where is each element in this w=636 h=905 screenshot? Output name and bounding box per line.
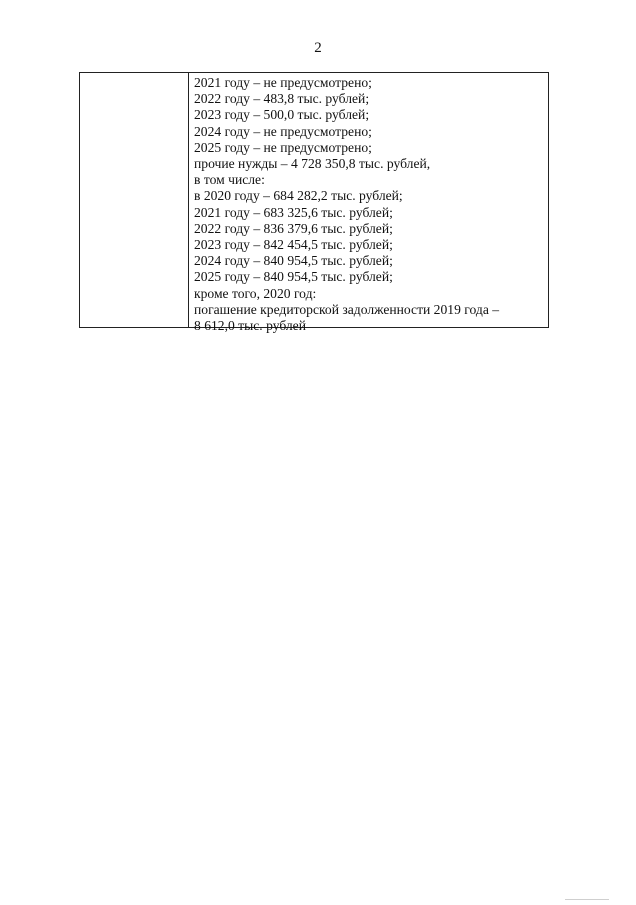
table-line: в том числе: <box>194 172 265 188</box>
table-line: кроме того, 2020 год: <box>194 285 317 301</box>
table-right-cell <box>189 73 548 334</box>
table-line: прочие нужды – 4 728 350,8 тыс. рублей, <box>194 156 431 172</box>
table-line: 2022 году – 483,8 тыс. рублей; <box>194 91 370 107</box>
table-line: погашение кредиторской задолженности 2019 года – <box>194 301 500 317</box>
funding-table <box>79 72 549 334</box>
table-line: 2021 году – не предусмотрено; <box>194 75 372 90</box>
table-line: 2025 году – не предусмотрено; <box>194 139 372 155</box>
table-left-cell <box>80 73 189 327</box>
scan-mark <box>565 899 609 900</box>
table-line: 2021 году – 683 325,6 тыс. рублей; <box>194 204 393 220</box>
table-line: 2025 году – 840 954,5 тыс. рублей; <box>194 269 393 285</box>
table-line: 2024 году – не предусмотрено; <box>194 123 372 139</box>
table-line: в 2020 году – 684 282,2 тыс. рублей; <box>194 188 403 204</box>
table-line: 2023 году – 842 454,5 тыс. рублей; <box>194 237 393 253</box>
page-number: 2 <box>314 40 322 56</box>
table-line: 2022 году – 836 379,6 тыс. рублей; <box>194 220 393 236</box>
table-line: 8 612,0 тыс. рублей <box>194 318 306 334</box>
table-line: 2023 году – 500,0 тыс. рублей; <box>194 107 370 123</box>
table-line: 2024 году – 840 954,5 тыс. рублей; <box>194 253 393 269</box>
